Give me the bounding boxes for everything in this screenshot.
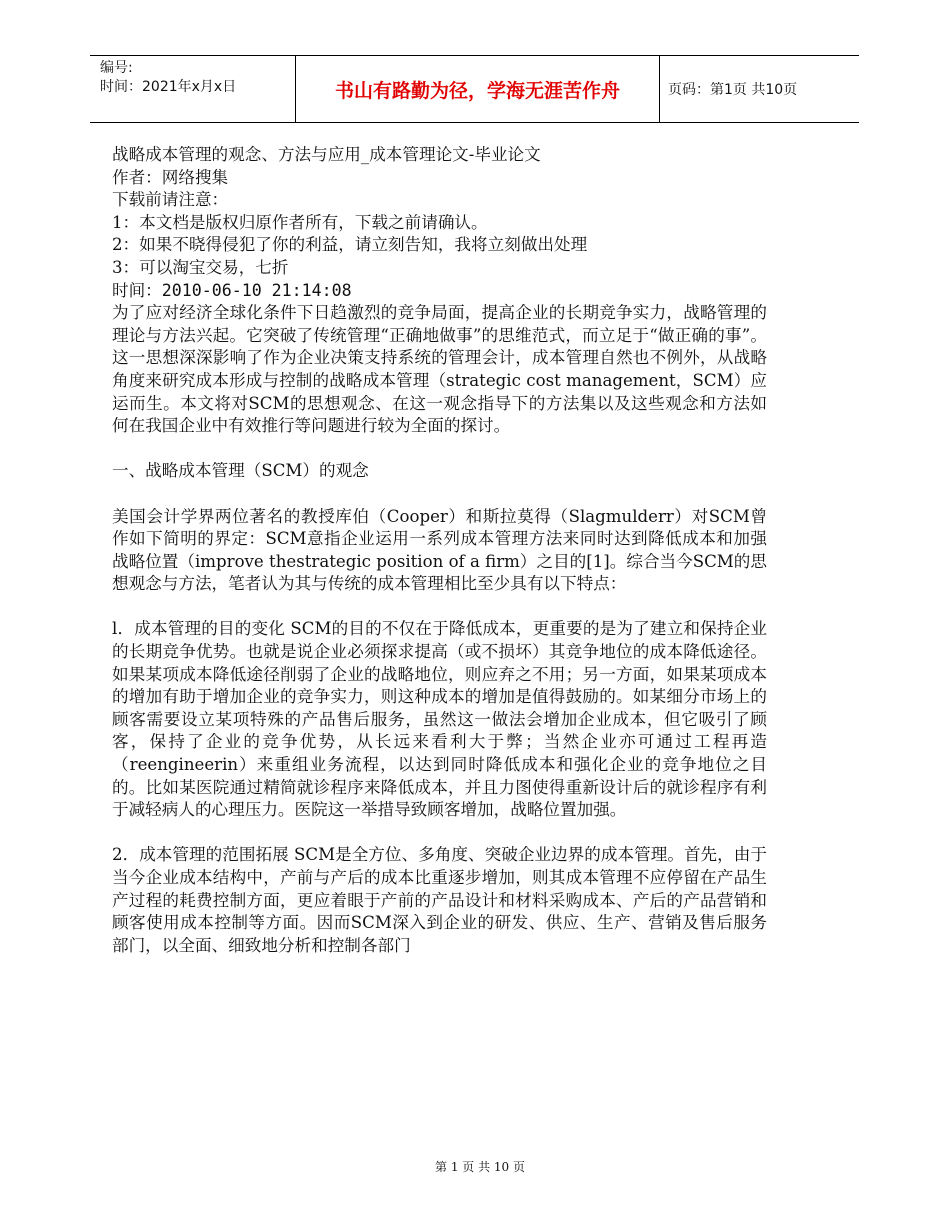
notice-item-2: 2：如果不晓得侵犯了你的利益，请立刻告知，我将立刻做出处理 xyxy=(112,235,588,255)
header-page-label: 页码：第1页 共10页 xyxy=(668,82,798,98)
doc-author: 作者：网络搜集 xyxy=(112,167,229,187)
notice-heading: 下载前请注意： xyxy=(112,190,229,210)
number-label: 编号: xyxy=(100,60,133,76)
doc-time: 时间：2010-06-10 21:14:08 xyxy=(112,280,352,300)
notice-item-3: 3：可以淘宝交易，七折 xyxy=(112,257,289,277)
header-motto: 书山有路勤为径，学海无涯苦作舟 xyxy=(296,56,660,122)
page-footer: 第 1 页 共 10 页 xyxy=(435,1160,525,1174)
page-header xyxy=(90,55,859,123)
document-body xyxy=(112,144,767,957)
time-label: 时间：2021年x月x日 xyxy=(100,79,237,95)
doc-title: 战略成本管理的观念、方法与应用_成本管理论文-毕业论文 xyxy=(112,145,541,164)
header-meta xyxy=(90,56,296,122)
intro-paragraph: 为了应对经济全球化条件下日趋激烈的竞争局面，提高企业的长期竞争实力，战略管理的理论与方法兴起。它突破了传统管理“正确地做事”的思维范式，而立足于“做正确的事”。这一思想深深影响了作为企业决策支持系统的管理会计，成本管理自然也不例外，从战略角度来研究成本形成与控制的战略成本管理（strategic cost management，SCM）应运而生。本文将对SCM的思想观念、在这一观念指导下的方法集以及这些观念和方法如何在我国企业中有效推行等问题进行较为全面的探讨。 xyxy=(112,303,767,436)
point2-paragraph: 2．成本管理的范围拓展 SCM是全方位、多角度、突破企业边界的成本管理。首先，由于当今企业成本结构中，产前与产后的成本比重逐步增加，则其成本管理不应停留在产品生产过程的耗费控制方面，更应着眼于产前的产品设计和材料采购成本、产后的产品营销和顾客使用成本控制等方面。因而SCM深入到企业的研发、供应、生产、营销及售后服务部门，以全面、细致地分析和控制各部门 xyxy=(112,845,767,955)
section1-heading: 一、战略成本管理（SCM）的观念 xyxy=(112,461,369,481)
section1-paragraph: 美国会计学界两位著名的教授库伯（Cooper）和斯拉莫得（Slagmulderr）对SCM曾作如下简明的界定：SCM意指企业运用一系列成本管理方法来同时达到降低成本和加强战略位置（improve thestrategic position of a firm）之目的[1]。综合当今SCM的思想观念与方法，笔者认为其与传统的成本管理相比至少具有以下特点： xyxy=(112,506,767,594)
point1-paragraph: l．成本管理的目的变化 SCM的目的不仅在于降低成本，更重要的是为了建立和保持企业的长期竞争优势。也就是说企业必须探求提高（或不损坏）其竞争地位的成本降低途径。如果某项成本降低途径削弱了企业的战略地位，则应弃之不用；另一方面，如果某项成本的增加有助于增加企业的竞争实力，则这种成本的增加是值得鼓励的。如某细分市场上的顾客需要设立某项特殊的产品售后服务，虽然这一做法会增加企业成本，但它吸引了顾客，保持了企业的竞争优势，从长远来看利大于弊；当然企业亦可通过工程再造（reengineerin）来重组业务流程，以达到同时降低成本和强化企业的竞争地位之目的。比如某医院通过精简就诊程序来降低成本，并且力图使得重新设计后的就诊程序有利于减轻病人的心理压力。医院这一举措导致顾客增加，战略位置加强。 xyxy=(112,619,767,820)
notice-item-1: 1：本文档是版权归原作者所有，下载之前请确认。 xyxy=(112,212,488,232)
